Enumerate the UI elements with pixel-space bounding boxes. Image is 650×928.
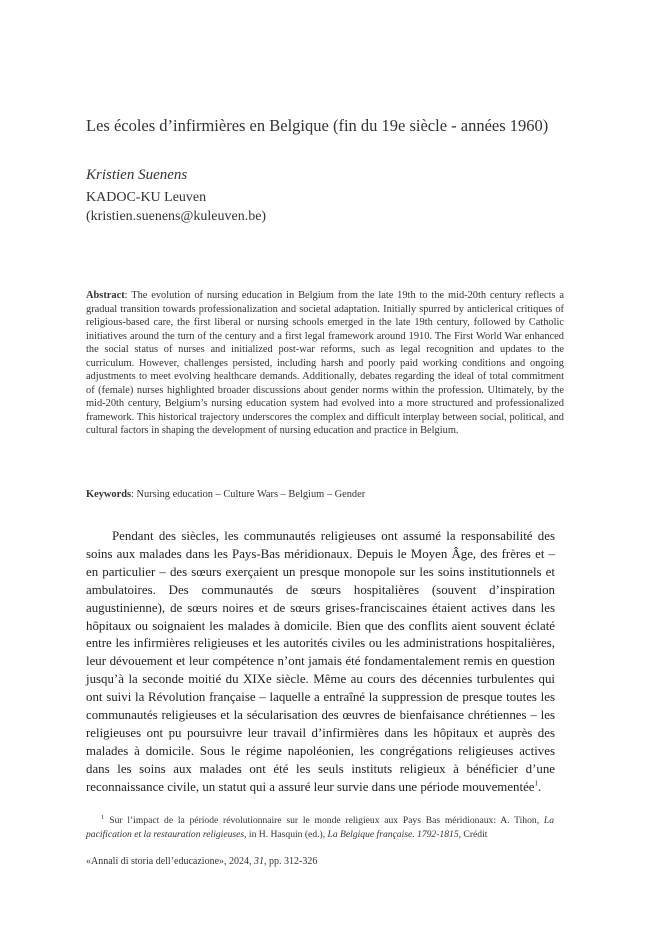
abstract-label: Abstract xyxy=(86,290,125,301)
footnote-italic-b: La Belgique française. 1792-1815 xyxy=(327,828,459,840)
abstract-text: : The evolution of nursing education in Belgium from the late 19th to the mid-20th century reflects a gradual transition towards professionalization and societal adaptation. Initially spurred by anticlerical critiques of religious-based care, the first liberal or nursing schools emerged in the late 19th century, followed by Catholic initiatives around the turn of the century and a first legal framework around 1910. The First World War enhanced the social status of nurses and initialized post-war reforms, such as legal recognition and updates to the curriculum. However, challenges persisted, including harsh and poorly paid working conditions and ongoing adjustments to meet evolving healthcare demands. Additionally, debates regarding the ideal of total commitment of (female) nurses highlighted broader discussions about gender norms within the profession. Ultimately, by the mid-20th century, Belgium’s nursing education system had evolved into a more structured and professionalized framework. This historical trajectory underscores the complex and difficult interplay between social, political, and cultural factors in shaping the development of nursing education and practice in Belgium. xyxy=(86,290,564,436)
footnote-italic-a: La pacification et la restauration religieuses xyxy=(86,815,554,840)
journal-prefix: «Annali di storia dell’educazione», 2024, xyxy=(86,856,255,867)
journal-volume: 31 xyxy=(254,856,265,867)
keywords xyxy=(86,489,564,500)
body-paragraph-text: Pendant des siècles, les communautés religieuses ont assumé la responsabilité des soins aux malades dans les Pays-Bas méridionaux. Depuis le Moyen Âge, des frères et – en particulier – des sœurs exerçaient un presque monopole sur les soins institutionnels et ambulatoires. Des communautés de sœurs hospitalières (souvent d’inspiration augustinienne), de sœurs noires et de sœurs grises-franciscaines étaient actives dans les hôpitaux ou soignaient les malades à domicile. Bien que des conflits aient souvent éclaté entre les infirmières religieuses et les autorités civiles ou les administrations hospitalières, leur dévouement et leur compétence n’ont jamais été fondamentalement remis en question jusqu’à la seconde moitié du XIXe siècle. Même au cours des décennies turbulentes qui ont suivi la Révolution française – laquelle a entraîné la suppression de presque toutes les communautés religieuses et la sécularisation des œuvres de bienfaisance chrétiennes – les religieuses ont pu poursuivre leur travail d’infirmières dans les hôpitaux et auprès des malades à domicile. Sous le régime napoléonien, les congrégations religieuses actives dans les soins aux malades ont été les seuls instituts religieux à bénéficier d’une reconnaissance civile, un statut qui a assuré leur survie dans une période mouvementée xyxy=(86,529,555,794)
footnote-text-b: , in H. Hasquin (ed.), xyxy=(244,828,328,840)
journal-suffix: , pp. 312-326 xyxy=(264,856,318,867)
author-affiliation-block xyxy=(86,188,266,226)
body-paragraph: Pendant des siècles, les communautés religieuses ont assumé la responsabilité des soins aux malades dans les Pays-Bas méridionaux. Depuis le Moyen Âge, des frères et – en particulier – des sœurs exerçaient un presque monopole sur les soins institutionnels et ambulatoires. Des communautés de sœurs hospitalières (souvent d’inspiration augustinienne), de sœurs noires et de sœurs grises-franciscaines étaient actives dans les hôpitaux ou soignaient les malades à domicile. Bien que des conflits aient souvent éclaté entre les infirmières religieuses et les autorités civiles ou les administrations hospitalières, leur dévouement et leur compétence n’ont jamais été fondamentalement remis en question jusqu’à la seconde moitié du XIXe siècle. Même au cours des décennies turbulentes qui ont suivi la Révolution française – laquelle a entraîné la suppression de presque toutes les communautés religieuses et la sécularisation des œuvres de bienfaisance chrétiennes – les religieuses ont pu poursuivre leur travail d’infirmières dans les hôpitaux et auprès des malades à domicile. Sous le régime napoléonien, les congrégations religieuses actives dans les soins aux malades ont été les seuls instituts religieux à bénéficier d’une reconnaissance civile, un statut qui a assuré leur survie dans une période mouvementée$^1$. xyxy=(86,529,555,794)
author-affiliation: KADOC-KU Leuven xyxy=(86,190,207,205)
abstract xyxy=(86,289,564,438)
journal-citation xyxy=(86,856,317,867)
author-email: (kristien.suenens@kuleuven.be) xyxy=(86,209,267,224)
footnote-number: 1 xyxy=(101,813,105,821)
article-title: Les écoles d’infirmières en Belgique (fin du 19e siècle - années 1960) xyxy=(86,116,549,135)
keywords-label: Keywords xyxy=(86,489,132,500)
footnote-text-c: , Crédit xyxy=(458,828,488,840)
footnote xyxy=(86,814,554,841)
keywords-text: : Nursing education – Culture Wars – Belgium – Gender xyxy=(131,489,366,500)
footnote-text-a: Sur l’impact de la période révolutionnaire sur le monde religieux aux Pays Bas méridionaux: A. Tihon, xyxy=(109,815,544,826)
footnote-reference[interactable]: 1 xyxy=(534,779,539,788)
author-name: Kristien Suenens xyxy=(86,167,188,183)
